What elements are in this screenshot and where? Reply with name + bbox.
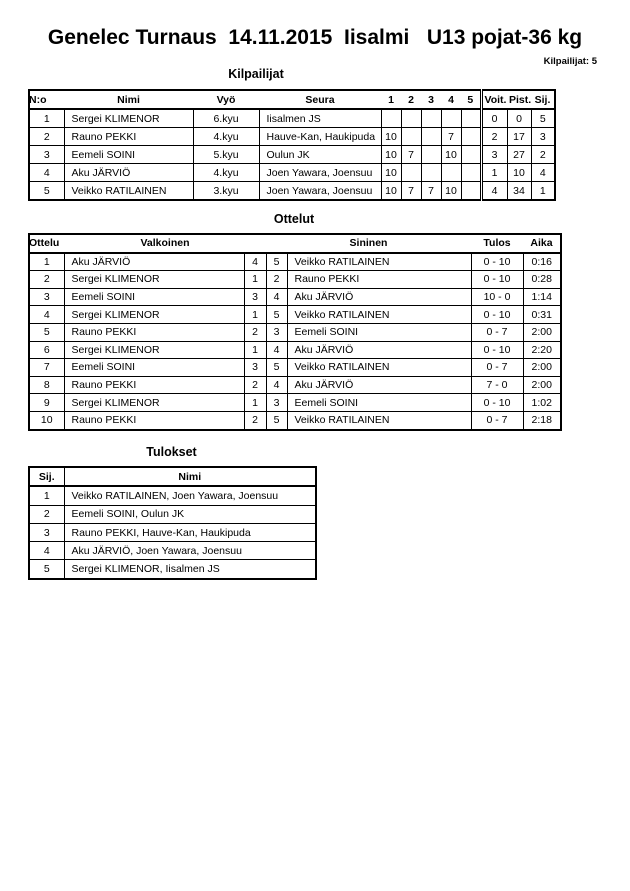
col-header-round-3: 3 [421,90,441,109]
cell-aika: 2:20 [523,341,561,359]
cell-nimi: Sergei KLIMENOR [64,109,193,128]
result-row [29,505,316,523]
results-table [28,466,317,580]
cell-tulos: 0 - 10 [471,394,523,412]
match-row [29,341,561,359]
cell-match-no: 5 [29,323,64,341]
cell-score-2: 7 [401,182,421,201]
cell-score-1 [381,109,401,128]
match-row [29,271,561,289]
match-row [29,306,561,324]
cell-voit: 0 [481,109,507,128]
col-header-no: N:o [29,90,64,109]
col-header-aika: Aika [523,234,561,253]
cell-valkoinen: Rauno PEKKI [64,411,244,429]
participants-count-label: Kilpailijat: 5 [543,56,597,67]
cell-sij: 4 [29,542,64,560]
col-header-valkoinen: Valkoinen [64,234,266,253]
cell-sij: 2 [531,146,555,164]
cell-sij: 2 [29,505,64,523]
match-row [29,323,561,341]
cell-score-3 [421,128,441,146]
cell-score-3: 7 [421,182,441,201]
cell-aika: 0:28 [523,271,561,289]
section-heading-matches: Ottelut [273,212,315,226]
cell-score-4: 10 [441,182,461,201]
cell-pist: 17 [507,128,531,146]
cell-vyo: 4.kyu [193,128,259,146]
cell-vyo: 4.kyu [193,164,259,182]
cell-sininen: Veikko RATILAINEN [287,359,471,377]
cell-vyo: 6.kyu [193,109,259,128]
cell-sininen: Eemeli SOINI [287,323,471,341]
cell-valkoinen-number: 1 [244,394,266,412]
cell-score-3 [421,164,441,182]
cell-seura: Hauve-Kan, Haukipuda [259,128,381,146]
cell-tulos: 0 - 7 [471,411,523,429]
cell-score-5 [461,128,481,146]
cell-sij: 1 [29,486,64,505]
matches-table [28,233,562,431]
matches-header-row [29,234,561,253]
cell-match-no: 4 [29,306,64,324]
cell-match-no: 1 [29,253,64,271]
competitors-header-row [29,90,555,109]
cell-valkoinen-number: 2 [244,411,266,429]
cell-aika: 0:31 [523,306,561,324]
cell-nimi: Rauno PEKKI, Hauve-Kan, Haukipuda [64,523,316,541]
cell-valkoinen: Eemeli SOINI [64,359,244,377]
cell-valkoinen: Sergei KLIMENOR [64,394,244,412]
match-row [29,411,561,429]
cell-no: 4 [29,164,64,182]
col-header-round-2: 2 [401,90,421,109]
result-row [29,486,316,505]
cell-score-4: 7 [441,128,461,146]
cell-nimi: Aku JÄRVIÖ, Joen Yawara, Joensuu [64,542,316,560]
cell-match-no: 9 [29,394,64,412]
cell-score-1: 10 [381,164,401,182]
cell-match-no: 6 [29,341,64,359]
cell-sininen: Veikko RATILAINEN [287,306,471,324]
cell-score-2 [401,109,421,128]
cell-tulos: 10 - 0 [471,288,523,306]
cell-no: 1 [29,109,64,128]
cell-score-4 [441,109,461,128]
cell-score-2 [401,128,421,146]
section-heading-results: Tulokset [146,445,197,459]
cell-seura: Oulun JK [259,146,381,164]
cell-sij: 5 [531,109,555,128]
col-header-sininen: Sininen [266,234,471,253]
cell-sininen-number: 5 [266,253,287,271]
cell-nimi: Eemeli SOINI, Oulun JK [64,505,316,523]
cell-score-4 [441,164,461,182]
cell-valkoinen-number: 2 [244,376,266,394]
cell-score-3 [421,146,441,164]
cell-valkoinen-number: 1 [244,306,266,324]
match-row [29,376,561,394]
competitor-row [29,182,555,201]
col-header-round-4: 4 [441,90,461,109]
cell-sininen-number: 4 [266,376,287,394]
cell-tulos: 0 - 10 [471,271,523,289]
cell-no: 3 [29,146,64,164]
cell-tulos: 0 - 10 [471,306,523,324]
cell-sininen: Aku JÄRVIÖ [287,376,471,394]
competitor-row [29,164,555,182]
cell-voit: 4 [481,182,507,201]
col-header-sij: Sij. [531,90,555,109]
cell-score-4: 10 [441,146,461,164]
cell-sininen-number: 4 [266,341,287,359]
match-row [29,288,561,306]
cell-sininen: Veikko RATILAINEN [287,411,471,429]
cell-valkoinen: Eemeli SOINI [64,288,244,306]
cell-sininen-number: 3 [266,394,287,412]
cell-sij: 4 [531,164,555,182]
cell-valkoinen-number: 3 [244,288,266,306]
cell-seura: Joen Yawara, Joensuu [259,182,381,201]
cell-tulos: 0 - 7 [471,359,523,377]
cell-valkoinen: Sergei KLIMENOR [64,271,244,289]
col-header-nimi: Nimi [64,90,193,109]
cell-valkoinen-number: 1 [244,271,266,289]
cell-vyo: 5.kyu [193,146,259,164]
col-header-pist: Pist. [507,90,531,109]
col-header-round-1: 1 [381,90,401,109]
cell-voit: 3 [481,146,507,164]
cell-sininen: Aku JÄRVIÖ [287,341,471,359]
cell-score-5 [461,182,481,201]
cell-valkoinen: Sergei KLIMENOR [64,306,244,324]
cell-sininen: Veikko RATILAINEN [287,253,471,271]
col-header-ottelu: Ottelu [29,234,64,253]
cell-pist: 34 [507,182,531,201]
cell-aika: 1:14 [523,288,561,306]
col-header-tulos: Tulos [471,234,523,253]
cell-aika: 2:00 [523,376,561,394]
cell-tulos: 0 - 10 [471,253,523,271]
cell-score-5 [461,109,481,128]
competitor-row [29,109,555,128]
cell-nimi: Aku JÄRVIÖ [64,164,193,182]
cell-score-5 [461,164,481,182]
cell-voit: 1 [481,164,507,182]
cell-sininen: Rauno PEKKI [287,271,471,289]
cell-sininen-number: 3 [266,323,287,341]
result-row [29,560,316,579]
cell-match-no: 10 [29,411,64,429]
cell-tulos: 7 - 0 [471,376,523,394]
cell-valkoinen-number: 2 [244,323,266,341]
cell-aika: 0:16 [523,253,561,271]
cell-vyo: 3.kyu [193,182,259,201]
cell-score-1: 10 [381,128,401,146]
col-header-voit: Voit. [481,90,507,109]
result-row [29,542,316,560]
results-header-row [29,467,316,486]
cell-nimi: Eemeli SOINI [64,146,193,164]
cell-score-1: 10 [381,146,401,164]
cell-valkoinen: Aku JÄRVIÖ [64,253,244,271]
cell-aika: 2:00 [523,323,561,341]
cell-no: 2 [29,128,64,146]
match-row [29,394,561,412]
col-header-vyo: Vyö [193,90,259,109]
section-heading-competitors: Kilpailijat [228,67,284,81]
cell-sininen-number: 5 [266,411,287,429]
competitor-row [29,128,555,146]
cell-nimi: Sergei KLIMENOR, Iisalmen JS [64,560,316,579]
cell-pist: 10 [507,164,531,182]
page-title: Genelec Turnaus 14.11.2015 Iisalmi U13 pojat-36 kg [47,26,583,49]
cell-score-2 [401,164,421,182]
cell-pist: 0 [507,109,531,128]
cell-score-2: 7 [401,146,421,164]
cell-aika: 2:18 [523,411,561,429]
cell-valkoinen-number: 1 [244,341,266,359]
col-header-seura: Seura [259,90,381,109]
cell-sininen-number: 5 [266,359,287,377]
cell-nimi: Veikko RATILAINEN, Joen Yawara, Joensuu [64,486,316,505]
result-row [29,523,316,541]
cell-sininen-number: 4 [266,288,287,306]
cell-valkoinen-number: 3 [244,359,266,377]
cell-voit: 2 [481,128,507,146]
cell-tulos: 0 - 7 [471,323,523,341]
cell-valkoinen: Sergei KLIMENOR [64,341,244,359]
cell-sininen: Eemeli SOINI [287,394,471,412]
col-header-sij: Sij. [29,467,64,486]
cell-sij: 1 [531,182,555,201]
cell-seura: Joen Yawara, Joensuu [259,164,381,182]
cell-valkoinen-number: 4 [244,253,266,271]
col-header-round-5: 5 [461,90,481,109]
match-row [29,253,561,271]
cell-sininen: Aku JÄRVIÖ [287,288,471,306]
competitors-table [28,89,556,201]
cell-nimi: Veikko RATILAINEN [64,182,193,201]
cell-valkoinen: Rauno PEKKI [64,376,244,394]
cell-sininen-number: 5 [266,306,287,324]
cell-sij: 5 [29,560,64,579]
cell-sij: 3 [531,128,555,146]
competitor-row [29,146,555,164]
cell-aika: 1:02 [523,394,561,412]
cell-aika: 2:00 [523,359,561,377]
cell-score-5 [461,146,481,164]
cell-tulos: 0 - 10 [471,341,523,359]
cell-match-no: 7 [29,359,64,377]
cell-sij: 3 [29,523,64,541]
cell-sininen-number: 2 [266,271,287,289]
cell-match-no: 8 [29,376,64,394]
match-row [29,359,561,377]
col-header-nimi: Nimi [64,467,316,486]
cell-match-no: 3 [29,288,64,306]
cell-pist: 27 [507,146,531,164]
cell-valkoinen: Rauno PEKKI [64,323,244,341]
cell-no: 5 [29,182,64,201]
cell-score-3 [421,109,441,128]
cell-seura: Iisalmen JS [259,109,381,128]
cell-match-no: 2 [29,271,64,289]
cell-score-1: 10 [381,182,401,201]
cell-nimi: Rauno PEKKI [64,128,193,146]
